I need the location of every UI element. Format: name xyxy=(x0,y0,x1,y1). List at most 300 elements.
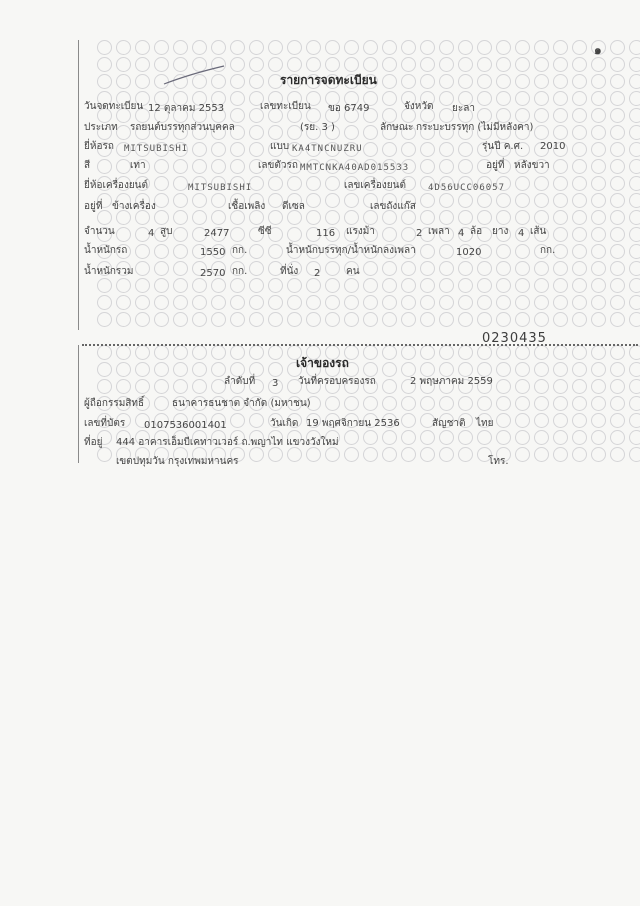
seal-watermark xyxy=(534,278,549,293)
seal-watermark xyxy=(173,295,188,310)
seal-watermark xyxy=(135,244,150,259)
seal-watermark xyxy=(534,379,549,394)
seal-watermark xyxy=(192,40,207,55)
seal-watermark xyxy=(629,278,640,293)
seal-watermark xyxy=(97,345,112,360)
seal-watermark xyxy=(420,142,435,157)
cylinders-value: 4 xyxy=(148,228,155,239)
seal-watermark xyxy=(363,396,378,411)
chassis-no-label: เลขตัวรถ xyxy=(258,160,298,171)
seal-watermark xyxy=(439,159,454,174)
seal-watermark xyxy=(173,227,188,242)
vehicle-style-label: ลักษณะ xyxy=(380,122,414,133)
seal-watermark xyxy=(97,362,112,377)
seal-watermark xyxy=(97,74,112,89)
seal-watermark xyxy=(135,74,150,89)
seal-watermark xyxy=(401,74,416,89)
seal-watermark xyxy=(610,379,625,394)
seal-watermark xyxy=(268,362,283,377)
seal-watermark xyxy=(515,345,530,360)
seal-watermark xyxy=(401,278,416,293)
seal-watermark xyxy=(135,312,150,327)
seal-watermark xyxy=(610,261,625,276)
gross-weight-value: 2570 xyxy=(200,268,226,279)
seal-watermark xyxy=(591,312,606,327)
seal-watermark xyxy=(230,159,245,174)
seal-watermark xyxy=(192,295,207,310)
seal-watermark xyxy=(287,40,302,55)
seal-watermark xyxy=(116,362,131,377)
seal-watermark xyxy=(268,176,283,191)
seal-watermark xyxy=(458,295,473,310)
color-value: เทา xyxy=(130,160,146,171)
seal-watermark xyxy=(325,295,340,310)
seal-watermark xyxy=(154,261,169,276)
seal-watermark xyxy=(591,108,606,123)
seal-watermark xyxy=(610,91,625,106)
seal-watermark xyxy=(572,159,587,174)
seal-watermark xyxy=(192,210,207,225)
seal-watermark xyxy=(173,278,188,293)
seal-watermark xyxy=(230,227,245,242)
seal-watermark xyxy=(515,430,530,445)
tires-label: ยาง xyxy=(492,226,509,237)
seal-watermark xyxy=(610,447,625,462)
seal-watermark xyxy=(154,244,169,259)
seal-watermark xyxy=(496,108,511,123)
seal-watermark xyxy=(363,40,378,55)
seal-watermark xyxy=(591,430,606,445)
seal-watermark xyxy=(515,278,530,293)
seal-watermark xyxy=(553,379,568,394)
seal-watermark xyxy=(629,125,640,140)
seal-watermark xyxy=(534,396,549,411)
seal-watermark xyxy=(553,91,568,106)
seal-watermark xyxy=(629,91,640,106)
seal-watermark xyxy=(458,447,473,462)
seal-watermark xyxy=(382,345,397,360)
axles-value: 2 xyxy=(416,228,423,239)
seal-watermark xyxy=(610,295,625,310)
seal-watermark xyxy=(496,312,511,327)
seal-watermark xyxy=(629,362,640,377)
seal-watermark xyxy=(382,57,397,72)
owner-holder-label: ผู้ถือกรรมสิทธิ์ xyxy=(84,398,145,409)
seal-watermark xyxy=(610,176,625,191)
seal-watermark xyxy=(572,74,587,89)
seal-watermark xyxy=(363,57,378,72)
reg-no-value: ขอ 6749 xyxy=(328,103,370,114)
seal-watermark xyxy=(116,57,131,72)
seal-watermark xyxy=(287,57,302,72)
seal-watermark xyxy=(572,227,587,242)
vehicle-style-value: กระบะบรรทุก (ไม่มีหลังคา) xyxy=(416,122,534,133)
seal-watermark xyxy=(515,261,530,276)
owner-holder-value: ธนาคารธนชาต จำกัด (มหาชน) xyxy=(172,398,311,409)
seal-watermark xyxy=(249,244,264,259)
seal-watermark xyxy=(629,413,640,428)
seal-watermark xyxy=(192,278,207,293)
seal-watermark xyxy=(496,261,511,276)
seal-watermark xyxy=(496,91,511,106)
seal-watermark xyxy=(553,261,568,276)
seal-watermark xyxy=(382,312,397,327)
seal-watermark xyxy=(230,295,245,310)
seal-watermark xyxy=(439,74,454,89)
seal-watermark xyxy=(268,193,283,208)
seal-watermark xyxy=(477,40,492,55)
seal-watermark xyxy=(382,91,397,106)
seal-watermark xyxy=(515,362,530,377)
seal-watermark xyxy=(135,345,150,360)
owner-order-label: ลำดับที่ xyxy=(224,376,256,387)
chassis-location-value: หลังขวา xyxy=(514,160,550,171)
seal-watermark xyxy=(458,210,473,225)
fuel-value: ดีเซล xyxy=(282,201,305,212)
seal-watermark xyxy=(591,210,606,225)
seal-watermark xyxy=(116,379,131,394)
seal-watermark xyxy=(173,312,188,327)
province-value: ยะลา xyxy=(452,103,475,114)
seats-label: ที่นั่ง xyxy=(280,266,299,277)
seal-watermark xyxy=(420,57,435,72)
seal-watermark xyxy=(534,108,549,123)
seal-watermark xyxy=(515,295,530,310)
seal-watermark xyxy=(629,57,640,72)
seal-watermark xyxy=(192,159,207,174)
seal-watermark xyxy=(154,312,169,327)
seal-watermark xyxy=(344,396,359,411)
seal-watermark xyxy=(154,176,169,191)
seal-watermark xyxy=(553,40,568,55)
seal-watermark xyxy=(116,278,131,293)
seal-watermark xyxy=(420,261,435,276)
seal-watermark xyxy=(591,142,606,157)
seal-watermark xyxy=(268,57,283,72)
seal-watermark xyxy=(515,108,530,123)
seal-watermark xyxy=(591,396,606,411)
seats-value: 2 xyxy=(314,268,321,279)
seal-watermark xyxy=(591,379,606,394)
seal-watermark xyxy=(515,379,530,394)
seal-watermark xyxy=(268,278,283,293)
seal-watermark xyxy=(572,108,587,123)
vehicle-type-value: รถยนต์บรรทุกส่วนบุคคล xyxy=(130,122,235,133)
seal-watermark xyxy=(534,91,549,106)
seal-watermark xyxy=(154,159,169,174)
axles-label: เพลา xyxy=(428,226,450,237)
seal-watermark xyxy=(439,312,454,327)
seal-watermark xyxy=(553,210,568,225)
seal-watermark xyxy=(211,278,226,293)
seal-watermark xyxy=(591,362,606,377)
seal-watermark xyxy=(97,57,112,72)
vehicle-type-label: ประเภท xyxy=(84,122,118,133)
seal-watermark xyxy=(572,345,587,360)
seal-watermark xyxy=(458,159,473,174)
seal-watermark xyxy=(363,278,378,293)
seal-watermark xyxy=(325,447,340,462)
seal-watermark xyxy=(496,244,511,259)
seal-watermark xyxy=(553,176,568,191)
seal-watermark xyxy=(211,142,226,157)
model-label: แบบ xyxy=(270,141,290,152)
seal-watermark xyxy=(325,57,340,72)
seal-watermark xyxy=(97,295,112,310)
vehicle-weight-unit: กก. xyxy=(232,245,248,256)
seal-watermark xyxy=(306,40,321,55)
seal-watermark xyxy=(230,74,245,89)
seal-watermark xyxy=(439,244,454,259)
seal-watermark xyxy=(325,312,340,327)
owner-id-label: เลขที่บัตร xyxy=(84,418,126,429)
seal-watermark xyxy=(230,345,245,360)
seal-watermark xyxy=(97,447,112,462)
owner-address-line1: 444 อาคารเอ็มบีเคทาวเวอร์ ถ.พญาไท แขวงวังใหม่ xyxy=(116,437,339,448)
seal-watermark xyxy=(496,430,511,445)
seal-watermark xyxy=(306,176,321,191)
seal-watermark xyxy=(496,57,511,72)
seal-watermark xyxy=(591,227,606,242)
seal-watermark xyxy=(477,295,492,310)
seal-watermark xyxy=(439,430,454,445)
brand-label: ยี่ห้อรถ xyxy=(84,141,114,152)
seal-watermark xyxy=(496,362,511,377)
seal-watermark xyxy=(553,396,568,411)
seal-watermark xyxy=(135,261,150,276)
seal-watermark xyxy=(610,159,625,174)
seal-watermark xyxy=(572,40,587,55)
vehicle-weight-value: 1550 xyxy=(200,247,226,258)
seal-watermark xyxy=(591,57,606,72)
seal-watermark xyxy=(572,193,587,208)
seal-watermark xyxy=(458,345,473,360)
seal-watermark xyxy=(401,312,416,327)
seal-watermark xyxy=(249,74,264,89)
horsepower-value: 116 xyxy=(316,228,336,239)
seal-watermark xyxy=(268,40,283,55)
seal-watermark xyxy=(515,57,530,72)
seal-watermark xyxy=(553,159,568,174)
reg-date-value: 12 ตุลาคม 2553 xyxy=(148,103,225,114)
wheels-value: 4 xyxy=(458,228,465,239)
seal-watermark xyxy=(553,57,568,72)
seal-watermark xyxy=(173,210,188,225)
seal-watermark xyxy=(629,227,640,242)
seal-watermark xyxy=(249,57,264,72)
seal-watermark xyxy=(534,430,549,445)
seal-watermark xyxy=(439,447,454,462)
seal-watermark xyxy=(458,261,473,276)
seal-watermark xyxy=(458,193,473,208)
seal-watermark xyxy=(477,74,492,89)
seal-watermark xyxy=(173,40,188,55)
seal-watermark xyxy=(306,312,321,327)
seal-watermark xyxy=(382,261,397,276)
seal-watermark xyxy=(610,108,625,123)
seal-watermark xyxy=(154,278,169,293)
seal-watermark xyxy=(154,193,169,208)
owner-birth-label: วันเกิด xyxy=(270,418,299,429)
seal-watermark xyxy=(325,193,340,208)
seal-watermark xyxy=(439,396,454,411)
seal-watermark xyxy=(496,40,511,55)
seal-watermark xyxy=(477,210,492,225)
seal-watermark xyxy=(553,278,568,293)
seal-watermark xyxy=(553,193,568,208)
seal-watermark xyxy=(192,312,207,327)
seal-watermark xyxy=(420,74,435,89)
seal-watermark xyxy=(344,193,359,208)
seal-watermark xyxy=(629,379,640,394)
seal-watermark xyxy=(249,413,264,428)
seal-watermark xyxy=(610,210,625,225)
seal-watermark xyxy=(420,447,435,462)
seal-watermark xyxy=(382,74,397,89)
seal-watermark xyxy=(211,345,226,360)
seal-watermark xyxy=(496,193,511,208)
seal-watermark xyxy=(192,193,207,208)
seal-watermark xyxy=(287,447,302,462)
seal-watermark xyxy=(382,295,397,310)
seal-watermark xyxy=(135,379,150,394)
seal-watermark xyxy=(610,142,625,157)
seal-watermark xyxy=(534,413,549,428)
seal-watermark xyxy=(420,362,435,377)
seal-watermark xyxy=(249,312,264,327)
seal-watermark xyxy=(515,210,530,225)
seal-watermark xyxy=(249,125,264,140)
seal-watermark xyxy=(268,447,283,462)
seal-watermark xyxy=(477,91,492,106)
cylinders-unit: สูบ xyxy=(160,226,173,237)
seal-watermark xyxy=(591,278,606,293)
seal-watermark xyxy=(572,261,587,276)
seal-watermark xyxy=(629,40,640,55)
seal-watermark xyxy=(553,312,568,327)
seal-watermark xyxy=(344,210,359,225)
owner-section-title: เจ้าของรถ xyxy=(296,356,349,370)
seal-watermark xyxy=(382,108,397,123)
seal-watermark xyxy=(173,345,188,360)
seal-watermark xyxy=(401,362,416,377)
seal-watermark xyxy=(306,210,321,225)
seal-watermark xyxy=(629,396,640,411)
seal-watermark xyxy=(629,295,640,310)
seal-watermark xyxy=(477,261,492,276)
seal-watermark xyxy=(306,447,321,462)
seal-watermark xyxy=(230,413,245,428)
seal-watermark xyxy=(553,227,568,242)
seal-watermark xyxy=(515,176,530,191)
seal-watermark xyxy=(249,447,264,462)
seal-watermark xyxy=(401,40,416,55)
seal-watermark xyxy=(458,74,473,89)
seal-watermark xyxy=(401,295,416,310)
seal-watermark xyxy=(97,379,112,394)
seal-watermark xyxy=(496,396,511,411)
seal-watermark xyxy=(629,108,640,123)
seal-watermark xyxy=(458,142,473,157)
seats-unit: คน xyxy=(346,266,360,277)
seal-watermark xyxy=(401,396,416,411)
seal-watermark xyxy=(135,40,150,55)
seal-watermark xyxy=(610,244,625,259)
seal-watermark xyxy=(629,430,640,445)
seal-watermark xyxy=(458,40,473,55)
seal-watermark xyxy=(572,312,587,327)
chassis-location-label: อยู่ที่ xyxy=(486,160,505,171)
seal-watermark xyxy=(515,40,530,55)
seal-watermark xyxy=(306,57,321,72)
seal-watermark xyxy=(97,159,112,174)
seal-watermark xyxy=(344,295,359,310)
seal-watermark xyxy=(116,40,131,55)
seal-watermark xyxy=(477,362,492,377)
seal-watermark xyxy=(230,362,245,377)
engine-location-label: อยู่ที่ xyxy=(84,201,103,212)
seal-watermark xyxy=(211,193,226,208)
seal-watermark xyxy=(363,345,378,360)
seal-watermark xyxy=(401,57,416,72)
seal-watermark xyxy=(173,261,188,276)
seal-watermark xyxy=(553,362,568,377)
seal-watermark xyxy=(515,193,530,208)
seal-watermark xyxy=(553,447,568,462)
seal-watermark xyxy=(325,396,340,411)
color-label: สี xyxy=(84,160,91,171)
seal-watermark xyxy=(173,159,188,174)
seal-watermark xyxy=(477,193,492,208)
seal-watermark xyxy=(458,362,473,377)
seal-watermark xyxy=(230,142,245,157)
seal-watermark xyxy=(610,312,625,327)
seal-watermark xyxy=(629,210,640,225)
seal-watermark xyxy=(173,176,188,191)
seal-watermark xyxy=(458,430,473,445)
seal-watermark xyxy=(287,176,302,191)
seal-watermark xyxy=(401,430,416,445)
seal-watermark xyxy=(496,210,511,225)
perforation-line xyxy=(82,344,638,346)
model-year-value: 2010 xyxy=(540,141,566,152)
seal-watermark xyxy=(629,159,640,174)
seal-watermark xyxy=(192,345,207,360)
seal-watermark xyxy=(97,40,112,55)
seal-watermark xyxy=(401,447,416,462)
seal-watermark xyxy=(249,345,264,360)
seal-watermark xyxy=(268,210,283,225)
seal-watermark xyxy=(211,312,226,327)
seal-watermark xyxy=(610,74,625,89)
document-serial-number: 0230435 xyxy=(482,331,547,346)
seal-watermark xyxy=(211,40,226,55)
owner-phone-label: โทร. xyxy=(488,456,509,467)
seal-watermark xyxy=(230,108,245,123)
seal-watermark xyxy=(249,142,264,157)
seal-watermark xyxy=(610,413,625,428)
seal-watermark xyxy=(534,312,549,327)
seal-watermark xyxy=(477,312,492,327)
seal-watermark xyxy=(116,312,131,327)
seal-watermark xyxy=(572,125,587,140)
model-year-label: รุ่นปี ค.ศ. xyxy=(482,141,524,152)
seal-watermark xyxy=(496,295,511,310)
engine-no-label: เลขเครื่องยนต์ xyxy=(344,180,406,191)
seal-watermark xyxy=(515,312,530,327)
seal-watermark xyxy=(420,244,435,259)
seal-watermark xyxy=(249,40,264,55)
